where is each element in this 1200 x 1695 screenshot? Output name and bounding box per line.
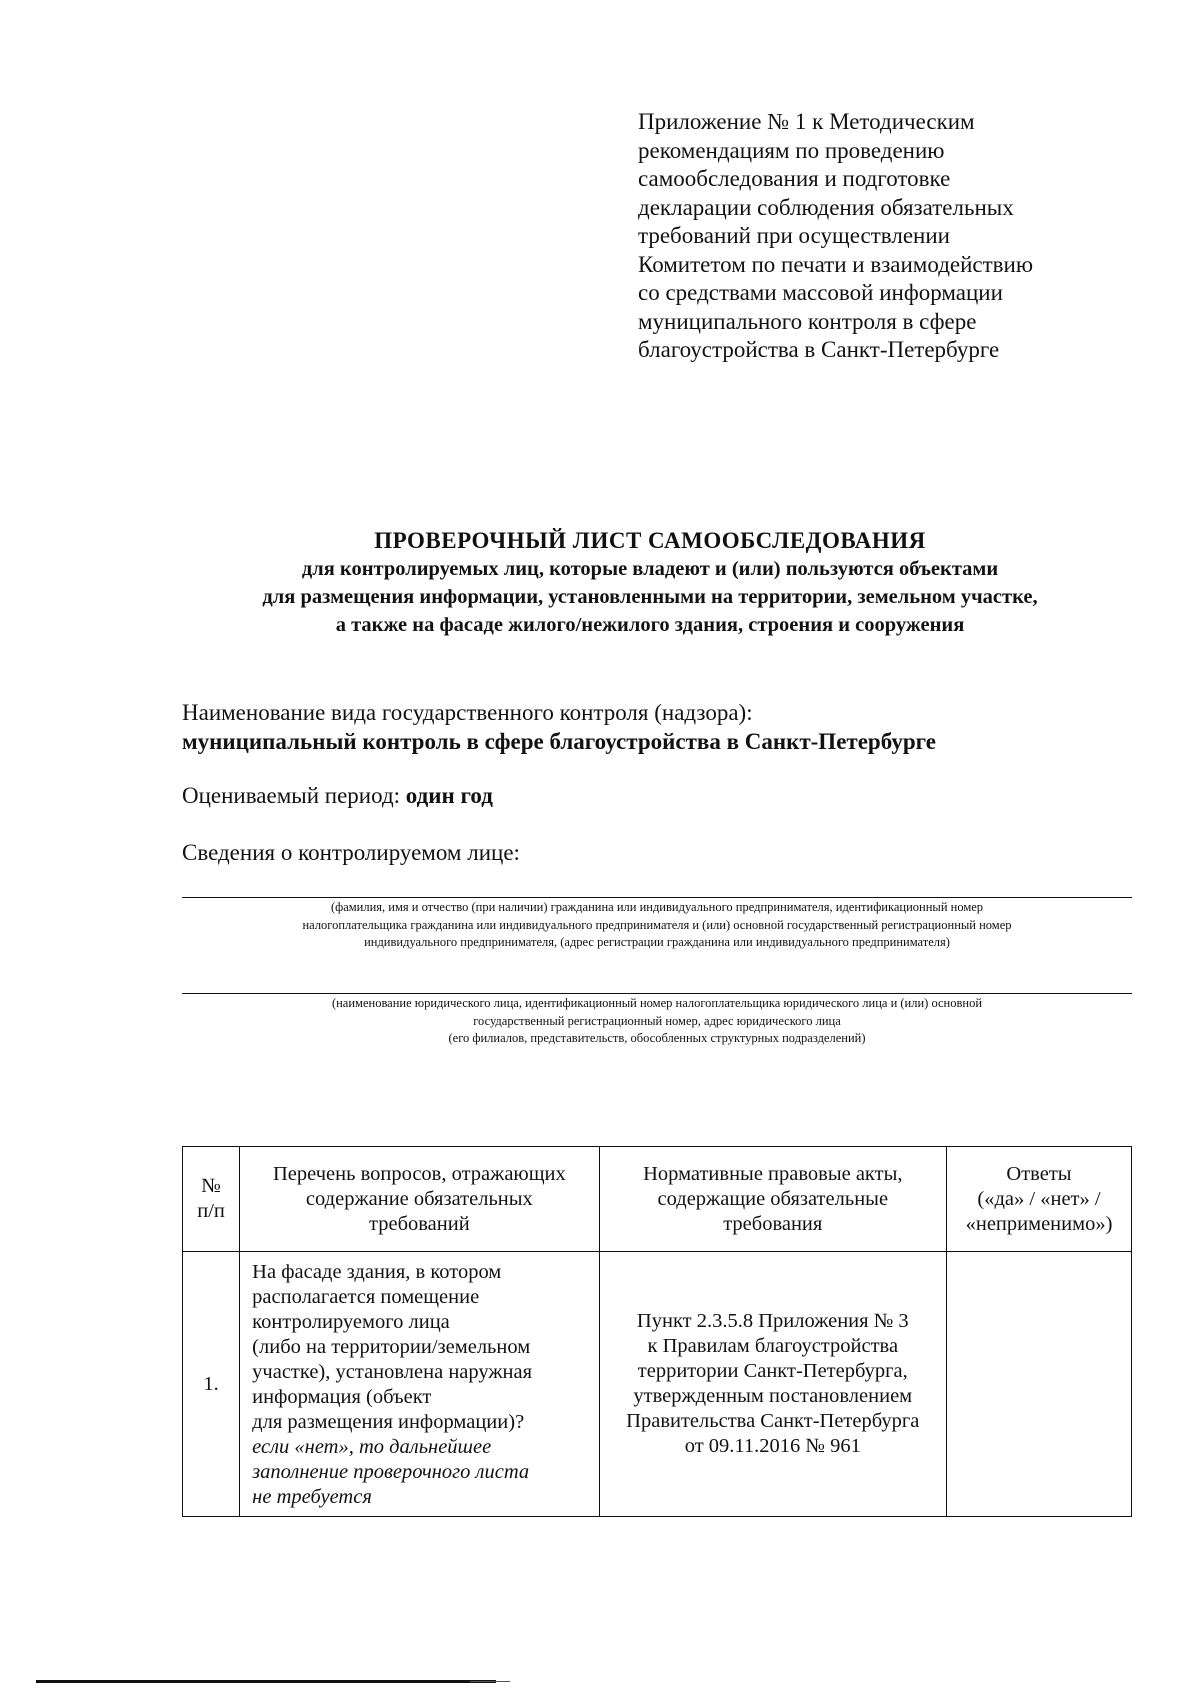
row-answer-cell[interactable]	[947, 1252, 1132, 1517]
act-line: территории Санкт-Петербурга,	[637, 1360, 908, 1382]
appendix-line: Приложение № 1 к Методическим	[638, 109, 975, 134]
period-field	[182, 781, 493, 811]
individual-info-caption	[182, 899, 1132, 952]
legal-entity-info-caption	[182, 995, 1132, 1048]
question-line: располагается помещение	[252, 1286, 480, 1308]
question-line: информация (объект	[252, 1386, 432, 1408]
appendix-line: благоустройства в Санкт-Петербурге	[638, 337, 1000, 362]
header-num-line: п/п	[197, 1200, 225, 1222]
caption-line: налогоплательщика гражданина или индивидуального предпринимателя и (или) основной государственный регистрационный номер	[302, 917, 1012, 932]
header-acts	[599, 1147, 946, 1252]
question-line: На фасаде здания, в котором	[252, 1261, 502, 1283]
header-acts-line: Нормативные правовые акты,	[643, 1162, 903, 1185]
question-line: контролируемого лица	[252, 1311, 450, 1333]
row-number: 1.	[183, 1252, 240, 1517]
header-questions-line: содержание обязательных	[305, 1187, 533, 1210]
header-questions-line: требований	[369, 1212, 470, 1235]
question-note-line: если «нет», то дальнейшее	[252, 1436, 492, 1458]
caption-line: (его филиалов, представительств, обособленных структурных подразделений)	[448, 1031, 866, 1045]
period-value: один год	[405, 783, 493, 808]
appendix-line: со средствами массовой информации	[638, 280, 1003, 305]
act-line: от 09.11.2016 № 961	[684, 1435, 861, 1457]
document-title-block	[170, 527, 1130, 639]
person-label: Сведения о контролируемом лице:	[182, 840, 520, 865]
document-subtitle	[170, 555, 1130, 639]
row-legal-act	[599, 1252, 946, 1517]
document-title: ПРОВЕРОЧНЫЙ ЛИСТ САМООБСЛЕДОВАНИЯ	[374, 528, 926, 553]
checklist-table	[182, 1146, 1132, 1517]
header-num-line: №	[201, 1175, 221, 1197]
table-header-row	[183, 1147, 1132, 1252]
header-questions-line: Перечень вопросов, отражающих	[272, 1162, 566, 1185]
subtitle-line: а также на фасаде жилого/нежилого здания, строения и сооружения	[335, 614, 965, 636]
appendix-line: декларации соблюдения обязательных	[638, 194, 1014, 220]
caption-line: (наименование юридического лица, идентификационный номер налогоплательщика юридического лица и (или) основной	[331, 996, 983, 1010]
subtitle-line: для размещения информации, установленными на территории, земельном участке,	[262, 586, 1038, 608]
header-answers-line: Ответы	[1006, 1162, 1072, 1185]
header-acts-line: содержащие обязательные	[657, 1187, 889, 1210]
header-num	[183, 1147, 240, 1252]
header-questions	[240, 1147, 599, 1252]
question-line: участке), установлена наружная	[252, 1361, 533, 1383]
footer-rule	[36, 1680, 496, 1683]
appendix-line: муниципального контроля в сфере	[638, 308, 977, 334]
header-answers	[947, 1147, 1132, 1252]
caption-line: государственный регистрационный номер, адрес юридического лица	[473, 1013, 841, 1028]
appendix-line: самообследования и подготовке	[638, 166, 951, 191]
header-acts-line: требования	[723, 1212, 823, 1235]
appendix-line: Комитетом по печати и взаимодействию	[638, 251, 1034, 277]
act-line: Пункт 2.3.5.8 Приложения № 3	[636, 1310, 909, 1332]
control-type-value: муниципальный контроль в сфере благоустройства в Санкт-Петербурге	[182, 729, 936, 754]
header-answers-line: («да» / «нет» /	[977, 1187, 1101, 1210]
appendix-line: требований при осуществлении	[638, 223, 950, 248]
legal-entity-info-line	[182, 993, 1132, 994]
question-note-line: заполнение проверочного листа	[252, 1461, 530, 1483]
act-line: Правительства Санкт-Петербурга	[626, 1410, 920, 1432]
question-note-line: не требуется	[252, 1486, 372, 1508]
row-question	[240, 1252, 599, 1517]
control-type-label: Наименование вида государственного контроля (надзора):	[182, 700, 753, 725]
footer-rule-tail	[470, 1681, 510, 1682]
appendix-line: рекомендациям по проведению	[638, 137, 945, 163]
appendix-note	[638, 108, 1108, 365]
period-label: Оцениваемый период:	[182, 783, 401, 808]
question-line: для размещения информации)?	[252, 1411, 525, 1433]
act-line: к Правилам благоустройства	[647, 1335, 899, 1357]
caption-line: (фамилия, имя и отчество (при наличии) гражданина или индивидуального предпринимателя, идентификационный номер	[330, 900, 984, 914]
table-row	[183, 1252, 1132, 1517]
act-line: утвержденным постановлением	[633, 1385, 913, 1407]
subtitle-line: для контролируемых лиц, которые владеют и (или) пользуются объектами	[301, 558, 999, 580]
question-line: (либо на территории/земельном	[252, 1336, 531, 1358]
individual-info-line	[182, 897, 1132, 898]
header-answers-line: «неприменимо»)	[965, 1212, 1113, 1235]
caption-line: индивидуального предпринимателя, (адрес регистрации гражданина или индивидуального предпринимателя)	[364, 935, 950, 949]
